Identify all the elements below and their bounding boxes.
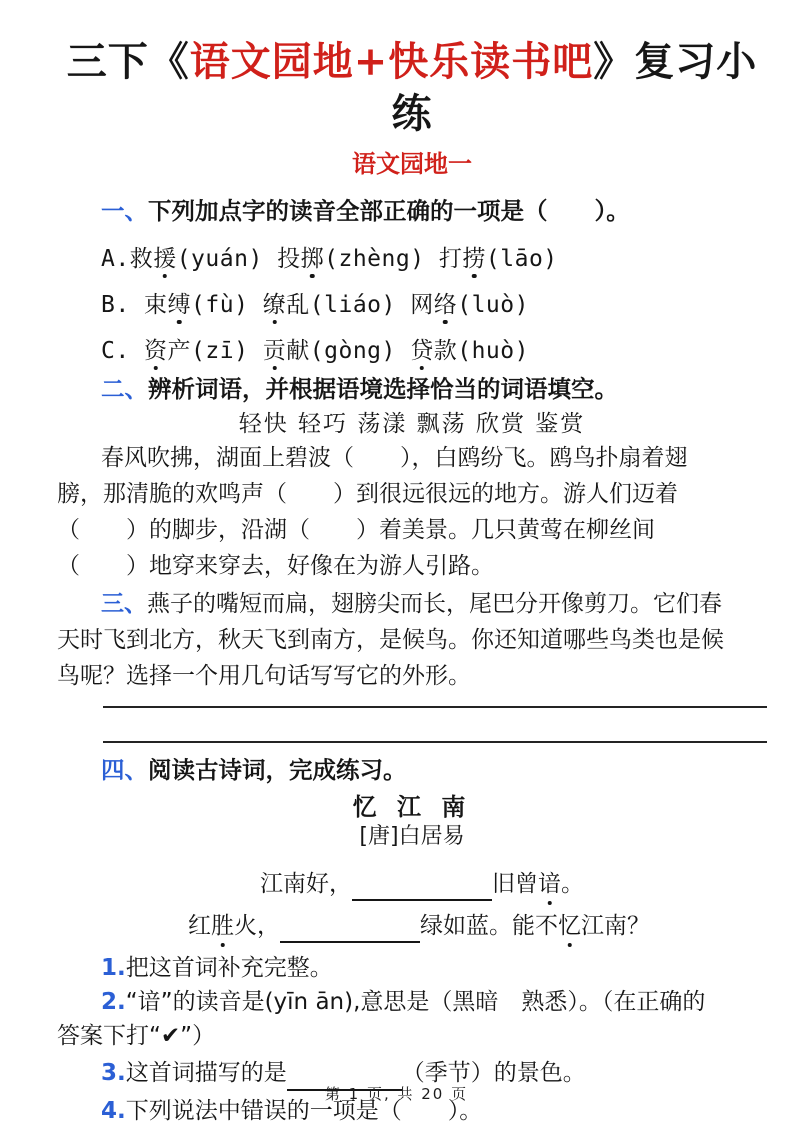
sub-question-3: 3.这首词描写的是 （季节）的景色。 [101, 1055, 767, 1091]
q2-paragraph-line: 膀，那清脆的欢鸣声（ ）到很远很远的地方。游人们迈着 [57, 481, 678, 507]
q2-paragraph-line: （ ）的脚步，沿湖（ ）着美景。几只黄莺在柳丝间 [57, 517, 655, 543]
word-bank: 轻快 轻巧 荡漾 飘荡 欣赏 鉴赏 [238, 411, 586, 437]
dotted-char: 援 [153, 246, 177, 272]
poem-line-2: 红胜火， 绿如蓝。能不忆江南？ [188, 909, 767, 943]
dotted-char: 缚 [167, 292, 192, 318]
question-1-number: 一、 [101, 197, 148, 225]
question-4-text: 阅读古诗词，完成练习。 [148, 756, 407, 784]
question-4-heading [101, 753, 767, 787]
dotted-char: 贡 [262, 338, 287, 364]
dotted-char: 谙 [538, 867, 561, 901]
dotted-char: 缭 [262, 292, 287, 318]
poem-title: 忆 江 南 [352, 793, 472, 821]
q2-paragraph-line: 春风吹拂，湖面上碧波（ ），白鸥纷飞。鸥鸟扑扇着翅 [101, 445, 688, 471]
title-part-black-left: 三下《 [66, 38, 190, 85]
question-1-text: 下列加点字的读音全部正确的一项是（ ）。 [148, 197, 630, 225]
dotted-char: 掷 [300, 246, 325, 272]
question-2-number: 二、 [101, 375, 148, 403]
sub-question-3-number: 3. [101, 1060, 126, 1086]
option-b: B. 束缚(fù) 缭乱(liáo) 网络(luò) [101, 292, 529, 318]
dotted-char: 资 [144, 338, 168, 364]
page-title [57, 36, 767, 140]
poem-fill-blank[interactable] [280, 917, 420, 943]
dotted-char: 捞 [462, 246, 486, 272]
dotted-char: 贷 [410, 338, 434, 364]
question-3-number: 三、 [101, 591, 147, 617]
question-2-text: 辨析词语，并根据语境选择恰当的词语填空。 [148, 375, 618, 403]
answer-writing-line[interactable] [103, 694, 767, 708]
option-a: A.救援(yuán) 投掷(zhèng) 打捞(lāo) [101, 246, 558, 272]
sub-question-1-number: 1. [101, 955, 126, 981]
poem-fill-blank[interactable] [352, 875, 492, 901]
dotted-char: 忆 [558, 909, 581, 943]
sub-question-1: 1.把这首词补充完整。 [101, 955, 333, 981]
sub-question-2: 2.“谙”的读音是(yīn ān),意思是（黑暗 熟悉）。（在正确的 [101, 989, 706, 1015]
dotted-char: 胜 [211, 909, 234, 943]
title-part-red: 语文园地+快乐读书吧 [189, 38, 594, 85]
sub-question-2-continued: 答案下打“✔”） [57, 1023, 216, 1049]
q2-paragraph-line: （ ）地穿来穿去，好像在为游人引路。 [57, 553, 494, 579]
poem-line-1: 江南好， 旧曾谙。 [260, 867, 767, 901]
sub-question-4-number: 4. [101, 1098, 126, 1122]
option-c: C. 资产(zī) 贡献(gòng) 贷款(huò) [101, 338, 529, 364]
sub-question-2-number: 2. [101, 989, 126, 1015]
title-part-black-right: 》复习小练 [391, 38, 758, 137]
question-3-line: 天时飞到北方，秋天飞到南方，是候鸟。你还知道哪些鸟类也是候 [57, 627, 724, 653]
section-subtitle: 语文园地一 [352, 150, 472, 178]
page-number-footer: 第 1 页, 共 20 页 [324, 1085, 469, 1103]
dotted-char: 络 [433, 292, 458, 318]
poem-author: [唐]白居易 [359, 824, 465, 849]
question-3-line: 鸟呢？选择一个用几句话写写它的外形。 [57, 663, 471, 689]
answer-writing-line[interactable] [103, 708, 767, 743]
question-1-heading [101, 194, 767, 228]
sub-question-4: 4.下列说法中错误的一项是（ ）。 [101, 1098, 483, 1122]
question-3-line: 三、燕子的嘴短而扁，翅膀尖而长，尾巴分开像剪刀。它们春 [101, 591, 722, 617]
question-2-heading [101, 372, 767, 406]
question-4-number: 四、 [101, 756, 148, 784]
